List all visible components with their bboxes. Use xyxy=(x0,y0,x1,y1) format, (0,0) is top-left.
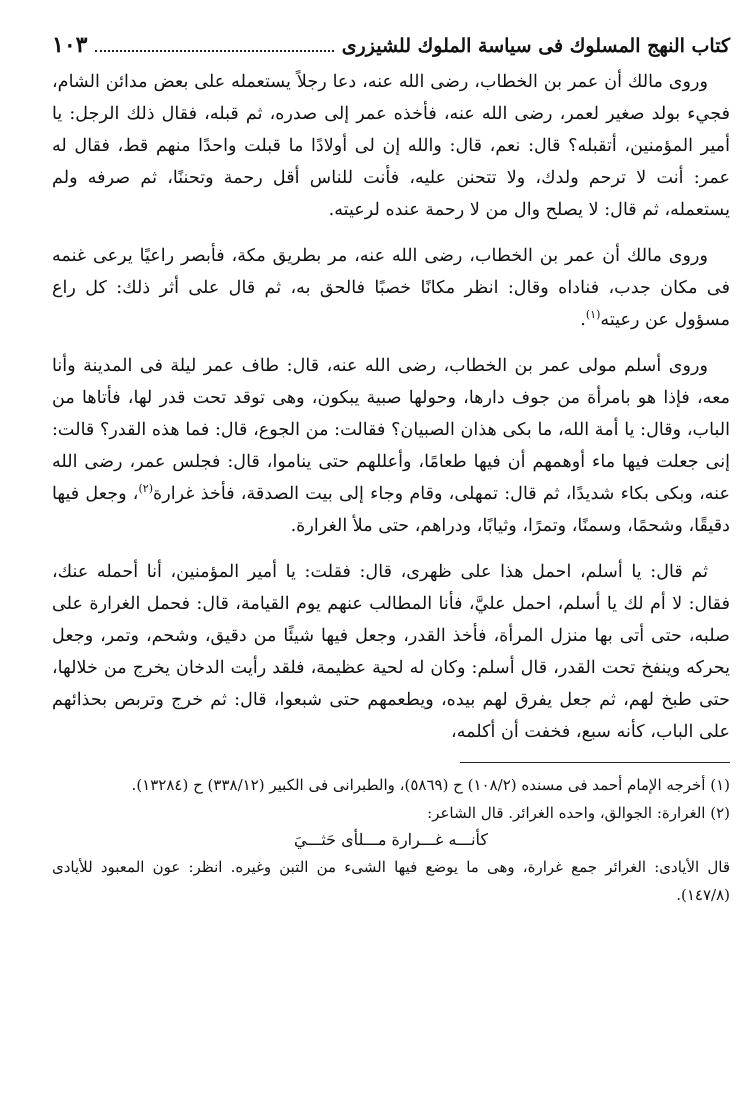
paragraph-3 xyxy=(52,350,730,542)
footnote-ref-1: (١) xyxy=(585,308,601,322)
book-page xyxy=(52,30,730,909)
paragraph-2-tail: . xyxy=(580,310,586,330)
poetry-verse: كأنـــه غـــرارة مـــلأى حَثـــيَ xyxy=(293,830,489,849)
footnote-1: (١) أخرجه الإمام أحمد فى مسنده (١٠٨/٢) ح (٥٨٦٩)، والطبرانى فى الكبير (٣٣٨/١٢) ح (١٣٢٨٤). xyxy=(131,776,730,794)
paragraph-4-text: ثم قال: يا أسلم، احمل هذا على ظهرى، قال: فقلت: يا أمير المؤمنين، أنا أحمله عنك، فقال: لا أم لك يا أسلم، احمل عليَّ، فأنا المطالب عنهم يوم القيامة، قال: فحمل الغرارة على صلبه، حتى أتى بها منزل المرأة، فأخذ القدر، وجعل فيها شيئًا من دقيق، وشحم، وتمر، وجعل يحركه وينفخ تحت القدر، قال أسلم: وكان له لحية عظيمة، فلقد رأيت الدخان يخرج من خلالها، حتى طبخ لهم، ثم جعل يفرق لهم بيده، ويطعمهم حتى شبعوا، قال: ثم خرج وتربص بحذائهم على الباب، كأنه سبع، فخفت أن أكلمه، xyxy=(52,562,730,742)
running-header xyxy=(52,30,730,62)
paragraph-4 xyxy=(52,556,730,748)
page-number: ١٠٣ xyxy=(52,32,88,58)
body-text xyxy=(52,66,730,748)
footnote-2-continuation: قال الأيادى: الغرائر جمع غرارة، وهى ما يوضع فيها الشىء من التبن وغيره. انظر: عون المعبود للأيادى (١٤٧/٨). xyxy=(52,858,730,904)
paragraph-1 xyxy=(52,66,730,226)
header-dot-leader xyxy=(95,50,333,52)
paragraph-1-text: وروى مالك أن عمر بن الخطاب، رضى الله عنه، دعا رجلاً يستعمله على بعض مدائن الشام، فجيء بولد صغير لعمر، رضى الله عنه، فأخذه عمر إلى صدره، ثم قبله، فقال ذلك الرجل: يا أمير المؤمنين، أتقبله؟ قال: نعم، قال: والله إن لى أولادًا ما قبلت واحدًا منهم قط، فقال له عمر: أنت لا ترحم ولدك، ولا تتحنن عليه، فأنت للناس أقل رحمة وتحننًا، ثم صرفه ولم يستعمله، ثم قال: لا يصلح وال من لا رحمة عنده لرعيته. xyxy=(52,72,730,220)
book-title: كتاب النهج المسلوك فى سياسة الملوك للشيزرى xyxy=(341,35,730,57)
paragraph-2-text: وروى مالك أن عمر بن الخطاب، رضى الله عنه، مر بطريق مكة، فأبصر راعيًا يرعى غنمه فى مكان جدب، فناداه وقال: انظر مكانًا خصبًا فالحق به، ثم قال على أثر ذلك: كل راع مسؤول عن رعيته xyxy=(52,246,730,330)
paragraph-3-tail: ، وجعل فيها دقيقًا، وشحمًا، وسمنًا، وتمرًا، وثيابًا، ودراهم، حتى ملأ الغرارة. xyxy=(52,484,730,536)
paragraph-3-text: وروى أسلم مولى عمر بن الخطاب، رضى الله عنه، قال: طاف عمر ليلة فى المدينة وأنا معه، فإذا هو بامرأة من جوف دارها، وحولها صبية يبكون، وهى توقد تحت قدر لها، فأتاها من الباب، وقال: يا أمة الله، ما بكى هذان الصبيان؟ فقالت: من الجوع، قال: فما هذه القدر؟ قالت: إنى جعلت فيها ماء أوهمهم أن فيها طعامًا، وأعللهم حتى يناموا، قال: فجلس عمر، رضى الله عنه، وبكى بكاء شديدًا، ثم قال: تمهلى، وقام وجاء إلى بيت الصدقة، فأخذ غرارة xyxy=(52,356,730,504)
footnote-ref-2: (٢) xyxy=(138,482,153,496)
footnote-separator xyxy=(460,762,730,763)
footnotes xyxy=(52,771,730,909)
paragraph-2 xyxy=(52,240,730,336)
footnote-2: (٢) الغرارة: الجوالق، واحده الغرائر. قال الشاعر: xyxy=(427,804,730,822)
